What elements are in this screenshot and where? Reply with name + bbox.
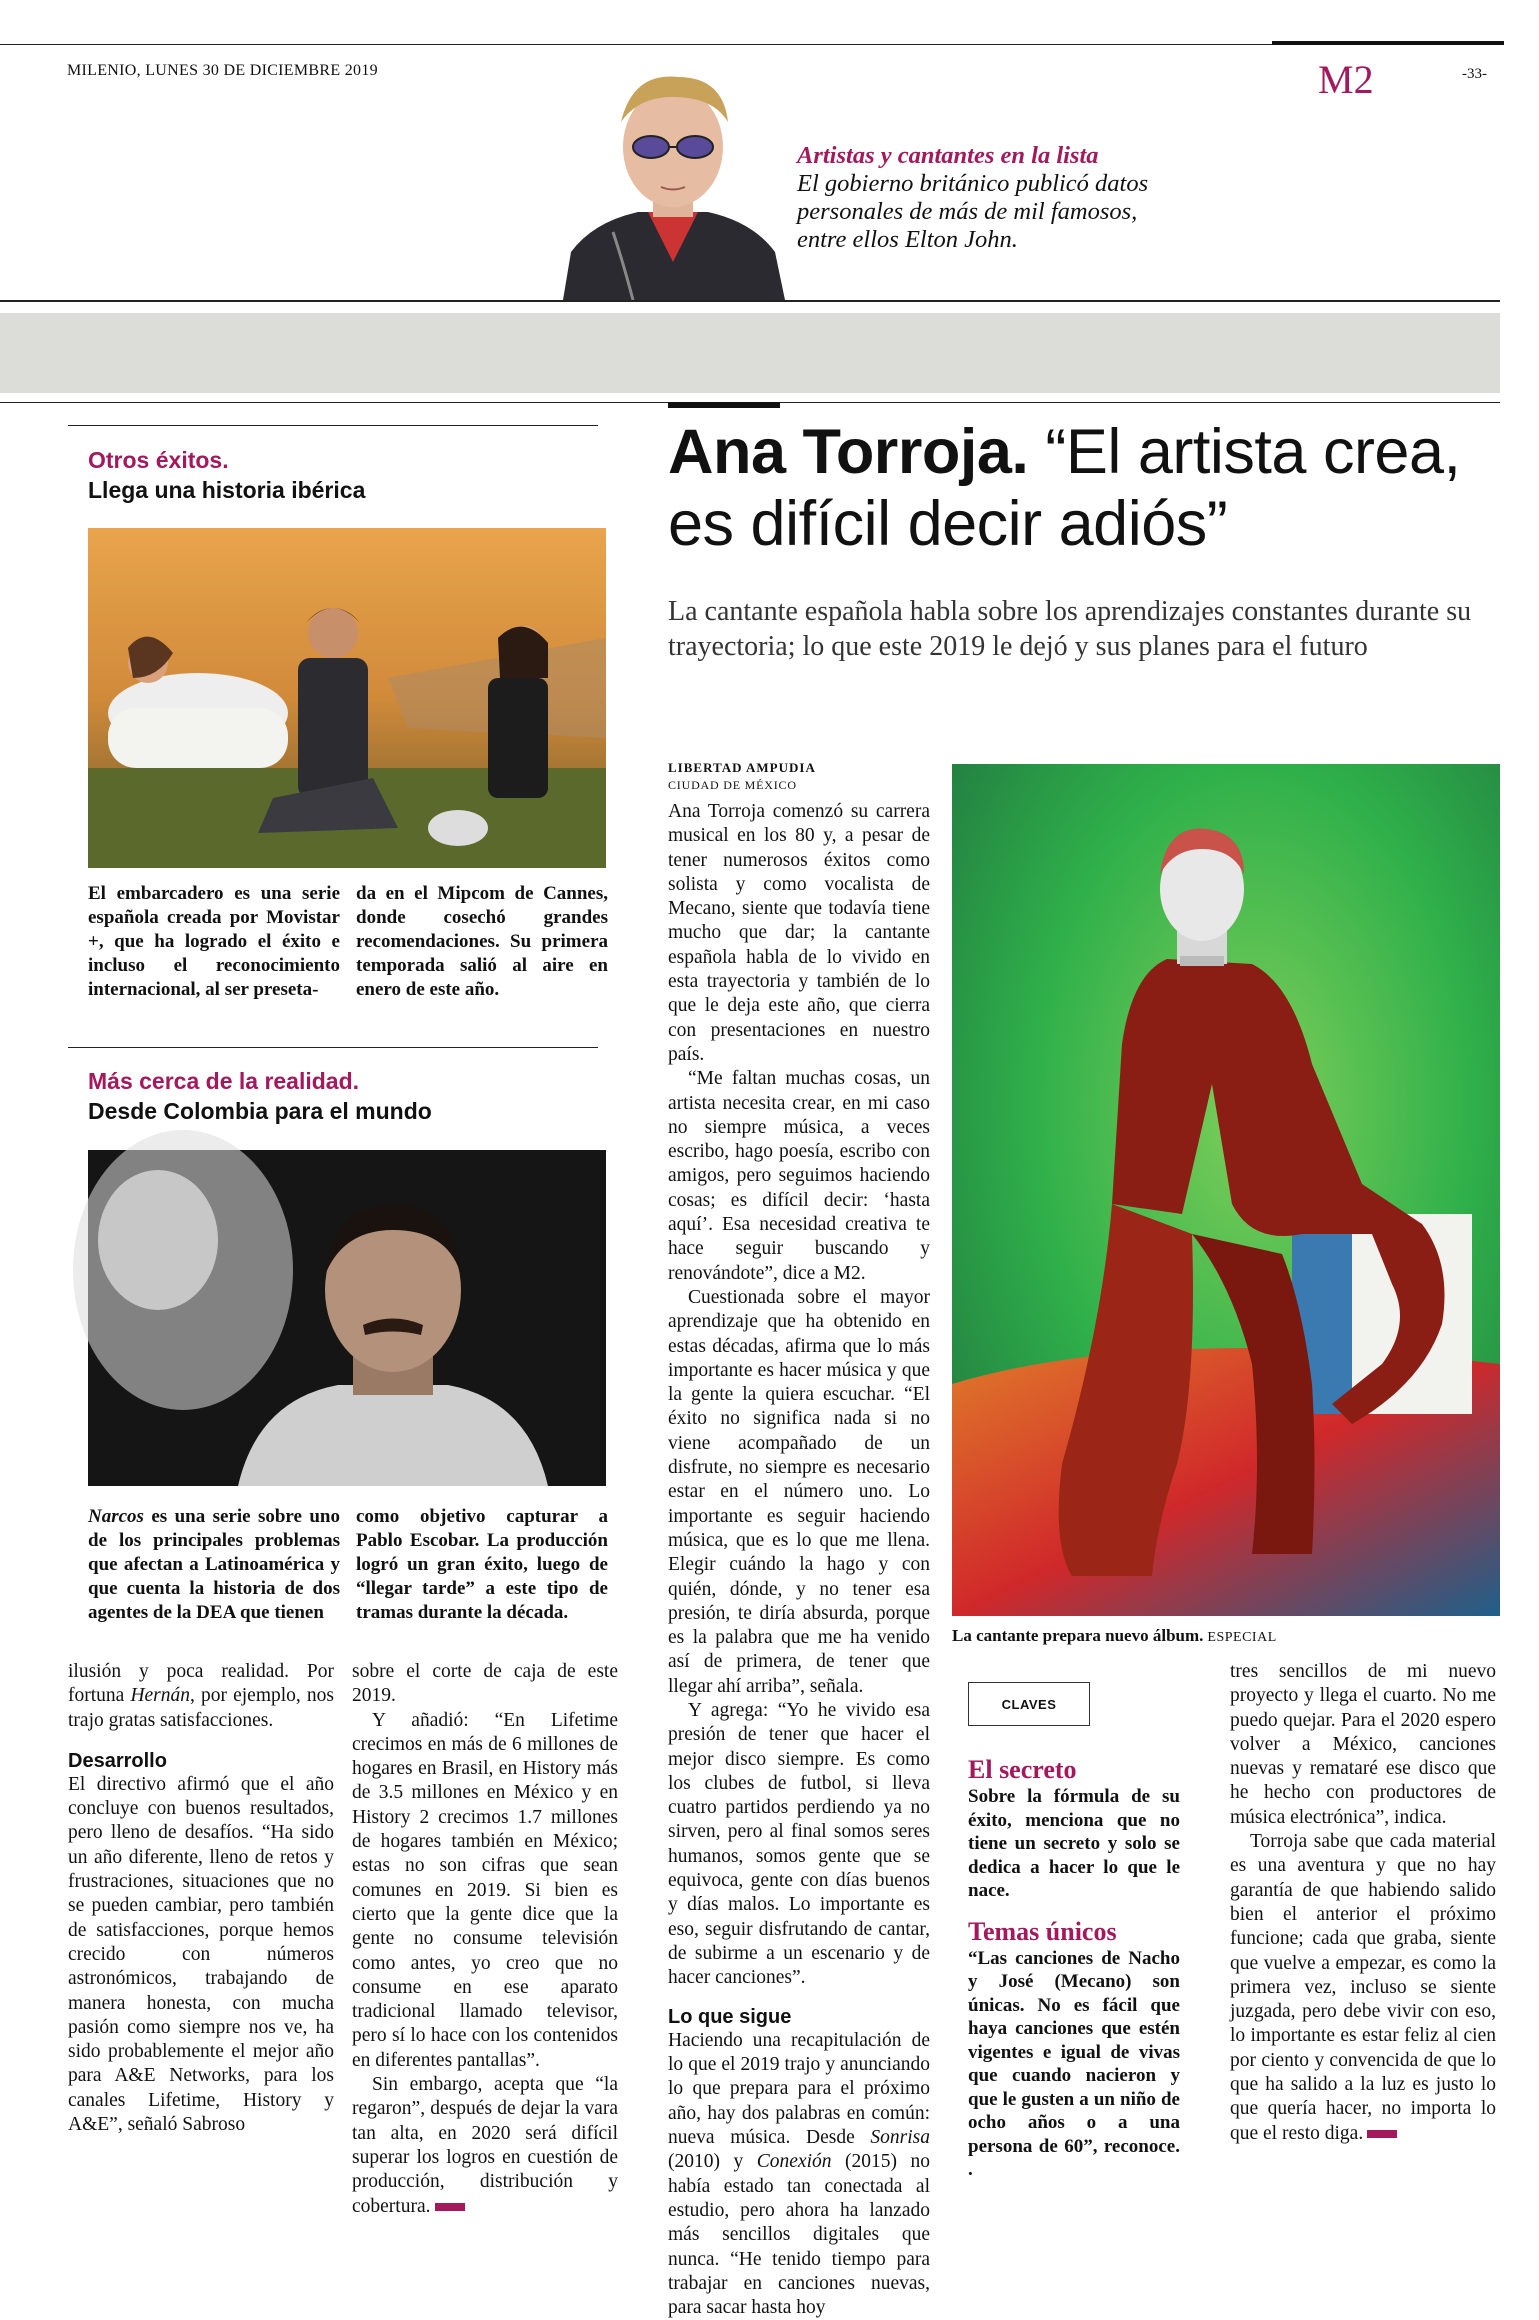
teaser (797, 142, 1177, 254)
box1-rule (68, 425, 598, 426)
claves-item2-title: Temas únicos (968, 1916, 1117, 1946)
lower-col2-p1: sobre el corte de caja de este 2019. (352, 1661, 618, 1707)
claves-items (968, 1755, 1180, 2182)
teaser-title: Artistas y cantantes en la lista (797, 142, 1099, 169)
photo-caption: La cantante prepara nuevo álbum. ESPECIAL (952, 1626, 1277, 1645)
section-label: M2 (1318, 57, 1374, 102)
lower-col2 (352, 1660, 618, 2219)
narcos-photo (88, 1150, 606, 1486)
lower-col1-text: El directivo afirmó que el año concluye con buenos resultados, pero lleno de desafíos. “Ha sido un año diferente, lleno de retos y frustraciones, situaciones que no se pueden cambiar, pero también de satisfacciones, porque hemos crecido con números astronómicos, trabajando de manera honesta, con mucha pasión como siempre nos ve, ha sido probablemente el mejor año para A&E Networks, para los canales Lifetime, History y A&E”, señaló Sabroso (68, 1773, 334, 2136)
article-para-7: Torroja sabe que cada material es una aventura y que no hay garantía de que habiendo salido bien el anterior el próximo funcione; cada que graba, siente que vuelve a empezar, es como la primera vez, incluso se siente juzgada, pero debe vivir con eso, lo importante es estar feliz al cien por ciento y convencida de que lo que ha salido a la luz es justo lo que quería hacer, no importa lo que el resto diga. (1230, 1831, 1496, 2144)
article-para-2: “Me faltan muchas cosas, un artista necesita crear, en mi caso no siempre música, a veces escribo, hago poesía, escribo con amigos, pero seguimos haciendo cosas; es difícil decir: ‘hasta aquí’. Esa necesidad creativa te hace seguir buscando y renovándote”, dice a M2. (668, 1068, 930, 1284)
claves-item1-text: Sobre la fórmula de su éxito, menciona que no tiene un secreto y solo se dedica a hacer lo que le nace. (968, 1786, 1180, 1901)
end-mark (435, 2203, 465, 2211)
box2-caption-italic: Narcos (88, 1506, 144, 1527)
article-end-mark (1367, 2130, 1397, 2138)
article-para-6: tres sencillos de mi nuevo proyecto y llega el cuarto. No me puedo quejar. Para el 2020 espero volver a México, canciones nuevas y remataré ese disco que he hecho con productores de música electrónica”, indica. (1230, 1661, 1496, 1828)
claves-item1-title: El secreto (968, 1755, 1077, 1784)
box2-kicker: Más cerca de la realidad. (88, 1068, 360, 1094)
article-para-4: Y agrega: “Yo he vivido esa presión de tener que hacer el mejor disco siempre. Es como los clubes de futbol, si lleva cuatro partidos perdiendo ya no sirven, pero al final somos seres humanos, somos gente que se equivoca, gente con días buenos y días malos. Lo importante es eso, seguir disfrutando de cantar, de subirme a un escenario y de hacer canciones”. (668, 1699, 930, 1989)
box2-caption-left: Narcos es una serie sobre uno de los principales problemas que afectan a Latinoamérica y que cuenta la historia de dos agentes de la DEA que tienen (88, 1506, 340, 1623)
subhead-lo-que-sigue: Lo que sigue (668, 2005, 792, 2028)
byline-location: CIUDAD DE MÉXICO (668, 778, 797, 792)
ana-torroja-photo (952, 764, 1500, 1616)
ad-band (0, 313, 1500, 393)
lower-col1 (68, 1660, 334, 2137)
byline: LIBERTAD AMPUDIA (668, 760, 816, 775)
el-embarcadero-photo (88, 528, 606, 868)
article-col-a (668, 800, 930, 2320)
header-bottom-rule (0, 300, 1500, 302)
claves-item2-text: “Las canciones de Nacho y José (Mecano) son únicas. No es fácil que haya canciones que estén vigentes e igual de vivas que cuando nacieron y que le gusten a un niño de ocho años o a una persona de 60”, reconoce. . (968, 1947, 1180, 2180)
article-para-3: Cuestionada sobre el mayor aprendizaje que ha obtenido en estas décadas, afirma que lo más importante es hacer música y que la gente la quiera escuchar. “El éxito no significa nada si no viene acompañado de un disfrute, no siempre es necesario estar en el número uno. Lo importante es seguir haciendo música, que es lo que me llena. Elegir cuándo la hago y con quién, dónde, y no tener esa presión, te diría absurda, porque es la palabra que me ha venido así de primera, de tener que llegar ahí arriba”, señala. (668, 1286, 930, 1697)
article-para-1: Ana Torroja comenzó su carrera musical en los 80 y, a pesar de tener numerosos éxitos como solista y como vocalista de Mecano, siente que todavía tiene mucho que dar; la cantante española habla de lo vivido en esta trayectoria y también de lo que le deja este año, que cierra con presentaciones en nuestro país. (668, 801, 930, 1065)
claves-label: CLAVES (968, 1682, 1090, 1726)
box2-headline: Desde Colombia para el mundo (88, 1098, 432, 1124)
box1-caption-left: El embarcadero es una serie española creada por Movistar +, que ha logrado el éxito e incluso el reconocimiento internacional, al ser preseta- (88, 883, 340, 1000)
header-accent-rule (1272, 41, 1504, 45)
headline-accent-rule (668, 402, 780, 408)
subhead-desarrollo: Desarrollo (68, 1749, 167, 1772)
lower-col1-intro: ilusión y poca realidad. Por fortuna Hernán, por ejemplo, nos trajo gratas satisfacciones. (68, 1661, 335, 1731)
deck: La cantante española habla sobre los aprendizajes constantes durante su trayectoria; lo que este 2019 le dejó y sus planes para el futuro (668, 596, 1472, 662)
dateline: MILENIO, LUNES 30 DE DICIEMBRE 2019 (67, 62, 378, 79)
teaser-text: El gobierno británico publicó datos personales de más de mil famosos, entre ellos Elton John. (797, 170, 1149, 253)
lower-col2-p3: Sin embargo, acepta que “la regaron”, después de dejar la vara tan alta, en 2020 será difícil superar los logros en cuestión de producción, distribución y cobertura. (352, 2074, 618, 2217)
headline (668, 416, 1508, 560)
article-para-5: Haciendo una recapitulación de lo que el 2019 trajo y anunciando lo que prepara para el próximo año, hay dos palabras en común: nueva música. Desde Sonrisa (2010) y Conexión (2015) no había estado tan conectada al estudio, pero ahora ha lanzado más sencillos digitales que nunca. “He tenido tiempo para trabajar en canciones nuevas, para sacar hasta hoy (668, 2029, 930, 2319)
elton-john-photo (553, 62, 793, 300)
box1-kicker: Otros éxitos. (88, 447, 229, 473)
lower-col2-p2: Y añadió: “En Lifetime crecimos en más de 6 millones de hogares en Brasil, en History más de 3.5 millones en México y en History 2 crecimos 1.7 millones de hogares también en México; estas no son cifras que sean comunes en 2019. Si bien es cierto que la gente dice que la gente no consume televisión como antes, yo creo que no consume en ese aparato tradicional llamado televisor, pero sí lo hace con los contenidos en diferentes pantallas”. (352, 1709, 618, 2071)
headline-name: Ana Torroja. (668, 417, 1029, 487)
article-col-d (1230, 1660, 1496, 2146)
box2-rule (68, 1047, 598, 1048)
page-number: -33- (1462, 66, 1487, 82)
box2-caption-right: como objetivo capturar a Pablo Escobar. La producción logró un gran éxito, luego de “llegar tarde” a este tipo de tramas durante la década. (356, 1506, 608, 1623)
box1-headline: Llega una historia ibérica (88, 477, 366, 503)
box1-caption-right: da en el Mipcom de Cannes, donde cosechó grandes recomendaciones. Su primera temporada salió al aire en enero de este año. (356, 883, 608, 1000)
headline-quote: “El artista crea, es difícil decir adiós” (668, 417, 1461, 559)
